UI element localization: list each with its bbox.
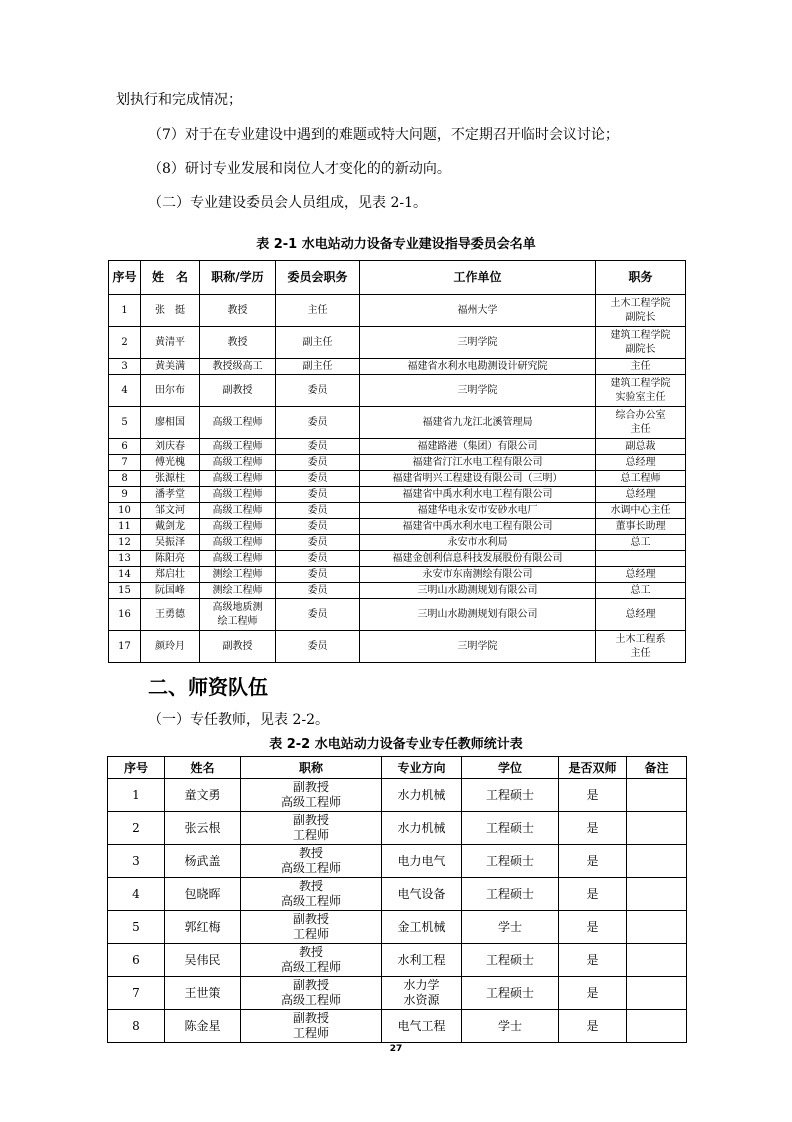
section-paragraph: （一）专任教师，见表 2-2。 [148, 712, 329, 728]
table-cell: 福建省中禹水利水电工程有限公司 [360, 519, 596, 535]
table-cell: 工程硕士 [462, 845, 559, 878]
table-cell: 高级工程师 [200, 471, 276, 487]
table1-caption: 表 2-1 水电站动力设备专业建设指导委员会名单 [256, 237, 536, 252]
table-cell: 委员 [276, 471, 360, 487]
table-cell: 三明学院 [360, 375, 596, 407]
table-cell: 杨武盖 [165, 845, 241, 878]
table-cell: 高级地质测 绘工程师 [200, 599, 276, 631]
table-cell: 土木工程学院 副院长 [596, 295, 686, 327]
table-cell: 工程硕士 [462, 944, 559, 977]
table-cell: 副教授 工程师 [241, 911, 382, 944]
table-cell: 金工机械 [382, 911, 462, 944]
table-cell: 3 [109, 359, 141, 375]
table-cell: 戴剑龙 [141, 519, 200, 535]
table-cell: 福建路港（集团）有限公司 [360, 439, 596, 455]
table-cell: 副主任 [276, 359, 360, 375]
table-cell [627, 911, 687, 944]
table-row [109, 487, 686, 503]
table-cell: 测绘工程师 [200, 567, 276, 583]
table-row [108, 1010, 687, 1043]
table-cell: 学士 [462, 911, 559, 944]
paragraph-line-1: 划执行和完成情况； [116, 92, 242, 108]
table-cell: 田尔布 [141, 375, 200, 407]
table-row [109, 455, 686, 471]
table-cell: 副教授 [200, 375, 276, 407]
page-number: 27 [389, 1044, 403, 1054]
table-cell: 高级工程师 [200, 439, 276, 455]
table-cell: 电力电气 [382, 845, 462, 878]
table-cell: 10 [109, 503, 141, 519]
table-cell: 副教授 工程师 [241, 1010, 382, 1043]
table-cell [627, 845, 687, 878]
table-cell: 永安市东南测绘有限公司 [360, 567, 596, 583]
table-cell: 总经理 [596, 487, 686, 503]
table-cell: 是 [559, 911, 627, 944]
table-cell: 教授级高工 [200, 359, 276, 375]
table-cell: 总工程师 [596, 471, 686, 487]
table-cell: 三明学院 [360, 327, 596, 359]
table-cell: 6 [108, 944, 165, 977]
table-cell: 主任 [596, 359, 686, 375]
table-cell: 1 [109, 295, 141, 327]
table-cell: 高级工程师 [200, 487, 276, 503]
table-cell: 8 [108, 1010, 165, 1043]
table-cell [627, 977, 687, 1010]
table-cell: 4 [108, 878, 165, 911]
table-row [108, 845, 687, 878]
table-cell: 建筑工程学院 副院长 [596, 327, 686, 359]
table-row [109, 375, 686, 407]
teacher-table [107, 756, 687, 1043]
table-row [108, 944, 687, 977]
section-title: 二、师资队伍 [148, 675, 268, 699]
table-cell: 高级工程师 [200, 519, 276, 535]
table-cell: 17 [109, 631, 141, 663]
table-cell: 土木工程系 主任 [596, 631, 686, 663]
table-cell: 5 [109, 407, 141, 439]
table-cell: 福建省明兴工程建设有限公司（三明） [360, 471, 596, 487]
table-cell: 高级工程师 [200, 551, 276, 567]
table-cell: 学士 [462, 1010, 559, 1043]
table-row [109, 471, 686, 487]
t2-header-2: 职称 [241, 757, 382, 779]
table-cell: 9 [109, 487, 141, 503]
t1-header-5: 职务 [596, 261, 686, 295]
table-cell: 委员 [276, 487, 360, 503]
table-cell: 总工 [596, 535, 686, 551]
t2-header-0: 序号 [108, 757, 165, 779]
table-cell: 阮国峰 [141, 583, 200, 599]
table-cell: 12 [109, 535, 141, 551]
t1-header-1: 姓 名 [141, 261, 200, 295]
table-cell: 委员 [276, 551, 360, 567]
table-row [108, 977, 687, 1010]
table-cell: 福建金创利信息科技发展股份有限公司 [360, 551, 596, 567]
table-cell: 工程硕士 [462, 977, 559, 1010]
table-cell: 委员 [276, 455, 360, 471]
table-cell [627, 878, 687, 911]
paragraph-line-3: （8）研讨专业发展和岗位人才变化的的新动向。 [148, 161, 451, 177]
table-cell: 副教授 高级工程师 [241, 977, 382, 1010]
table-cell: 王世策 [165, 977, 241, 1010]
table-cell: 综合办公室 主任 [596, 407, 686, 439]
table-cell: 福州大学 [360, 295, 596, 327]
table-cell: 6 [109, 439, 141, 455]
table-cell: 吴伟民 [165, 944, 241, 977]
table-cell: 7 [109, 455, 141, 471]
paragraph-line-2: （7）对于在专业建设中遇到的难题或特大问题，不定期召开临时会议讨论； [148, 127, 619, 143]
table-cell: 委员 [276, 439, 360, 455]
table-cell: 总经理 [596, 455, 686, 471]
table-row [109, 583, 686, 599]
table-cell: 7 [108, 977, 165, 1010]
table-cell: 总经理 [596, 599, 686, 631]
table-cell: 委员 [276, 631, 360, 663]
table-cell [627, 1010, 687, 1043]
table-cell: 主任 [276, 295, 360, 327]
table-cell [627, 812, 687, 845]
table-cell: 永安市水利局 [360, 535, 596, 551]
table-cell: 教授 高级工程师 [241, 878, 382, 911]
table-cell: 福建省水利水电勘测设计研究院 [360, 359, 596, 375]
table-cell: 委员 [276, 583, 360, 599]
table-cell: 总经理 [596, 567, 686, 583]
table-cell: 教授 [200, 295, 276, 327]
table-cell: 副主任 [276, 327, 360, 359]
table-cell: 是 [559, 845, 627, 878]
table-cell: 16 [109, 599, 141, 631]
table-cell: 水力机械 [382, 812, 462, 845]
table-cell: 1 [108, 779, 165, 812]
table-cell [596, 551, 686, 567]
table-cell: 水力机械 [382, 779, 462, 812]
table-cell: 是 [559, 812, 627, 845]
table-cell: 2 [109, 327, 141, 359]
table-cell: 廖相国 [141, 407, 200, 439]
table-cell: 委员 [276, 503, 360, 519]
table-cell: 副教授 [200, 631, 276, 663]
table-cell: 11 [109, 519, 141, 535]
table2-header-row [108, 757, 687, 779]
table-cell: 副教授 高级工程师 [241, 779, 382, 812]
table-cell: 高级工程师 [200, 503, 276, 519]
t1-header-4: 工作单位 [360, 261, 596, 295]
table-cell: 张云根 [165, 812, 241, 845]
paragraph-line-4: （二）专业建设委员会人员组成，见表 2-1。 [148, 195, 427, 211]
t2-header-1: 姓名 [165, 757, 241, 779]
table-cell: 水调中心主任 [596, 503, 686, 519]
table-cell: 工程硕士 [462, 812, 559, 845]
t2-header-5: 是否双师 [559, 757, 627, 779]
table-cell: 童文勇 [165, 779, 241, 812]
table-cell: 委员 [276, 599, 360, 631]
table-cell: 3 [108, 845, 165, 878]
table-cell: 2 [108, 812, 165, 845]
table-cell: 委员 [276, 535, 360, 551]
table-cell: 福建省九龙江北溪管理局 [360, 407, 596, 439]
table-cell: 高级工程师 [200, 535, 276, 551]
table-cell: 总工 [596, 583, 686, 599]
table-cell: 是 [559, 878, 627, 911]
table-row [108, 779, 687, 812]
table-cell: 张源柱 [141, 471, 200, 487]
table-row [108, 878, 687, 911]
committee-table [108, 260, 686, 663]
table-cell: 黄美满 [141, 359, 200, 375]
table-cell: 是 [559, 944, 627, 977]
t2-header-3: 专业方向 [382, 757, 462, 779]
table-cell: 是 [559, 779, 627, 812]
table-cell: 15 [109, 583, 141, 599]
t2-header-4: 学位 [462, 757, 559, 779]
table-cell: 刘庆春 [141, 439, 200, 455]
table-cell: 郭红梅 [165, 911, 241, 944]
table-cell: 潘孝堂 [141, 487, 200, 503]
table-cell: 高级工程师 [200, 407, 276, 439]
table-cell: 副总裁 [596, 439, 686, 455]
table-cell: 陈阳亮 [141, 551, 200, 567]
table-cell: 委员 [276, 519, 360, 535]
table-row [108, 911, 687, 944]
table-row [109, 359, 686, 375]
table-cell: 5 [108, 911, 165, 944]
table-cell: 委员 [276, 375, 360, 407]
table-cell [627, 944, 687, 977]
table-cell: 教授 [200, 327, 276, 359]
table-cell: 8 [109, 471, 141, 487]
table-cell: 建筑工程学院 实验室主任 [596, 375, 686, 407]
table-cell: 福建省汀江水电工程有限公司 [360, 455, 596, 471]
table-cell [627, 779, 687, 812]
table-cell: 三明山水勘测规划有限公司 [360, 583, 596, 599]
table-row [108, 812, 687, 845]
table-cell: 福建华电永安市安砂水电厂 [360, 503, 596, 519]
table-cell: 陈金星 [165, 1010, 241, 1043]
table-cell: 吴振泽 [141, 535, 200, 551]
table-cell: 三明山水勘测规划有限公司 [360, 599, 596, 631]
table-cell: 工程硕士 [462, 878, 559, 911]
table-cell: 郑启壮 [141, 567, 200, 583]
table-cell: 13 [109, 551, 141, 567]
table-cell: 电气设备 [382, 878, 462, 911]
table-row [109, 503, 686, 519]
table-cell: 傅光槐 [141, 455, 200, 471]
table-cell: 委员 [276, 567, 360, 583]
table-cell: 颜玲月 [141, 631, 200, 663]
t1-header-3: 委员会职务 [276, 261, 360, 295]
table-row [109, 327, 686, 359]
t2-header-6: 备注 [627, 757, 687, 779]
t1-header-0: 序号 [109, 261, 141, 295]
table-row [109, 535, 686, 551]
table-cell: 工程硕士 [462, 779, 559, 812]
table-cell: 包晓晖 [165, 878, 241, 911]
table-cell: 董事长助理 [596, 519, 686, 535]
table-row [109, 295, 686, 327]
table-cell: 4 [109, 375, 141, 407]
t1-header-2: 职称/学历 [200, 261, 276, 295]
table-cell: 副教授 工程师 [241, 812, 382, 845]
table-cell: 电气工程 [382, 1010, 462, 1043]
table-row [109, 631, 686, 663]
table-cell: 14 [109, 567, 141, 583]
table-cell: 水利工程 [382, 944, 462, 977]
table-cell: 高级工程师 [200, 455, 276, 471]
table-row [109, 599, 686, 631]
table-cell: 教授 高级工程师 [241, 944, 382, 977]
table-cell: 黄清平 [141, 327, 200, 359]
table-cell: 邹文河 [141, 503, 200, 519]
table-cell: 教授 高级工程师 [241, 845, 382, 878]
table-cell: 福建省中禹水利水电工程有限公司 [360, 487, 596, 503]
table-row [109, 519, 686, 535]
table-row [109, 551, 686, 567]
table-cell: 张 挺 [141, 295, 200, 327]
table-cell: 委员 [276, 407, 360, 439]
table2-caption: 表 2-2 水电站动力设备专业专任教师统计表 [269, 737, 523, 752]
table-cell: 是 [559, 977, 627, 1010]
table-row [109, 439, 686, 455]
table-row [109, 567, 686, 583]
table-cell: 水力学 水资源 [382, 977, 462, 1010]
table-row [109, 407, 686, 439]
table1-header-row [109, 261, 686, 295]
table-cell: 王勇德 [141, 599, 200, 631]
table-cell: 测绘工程师 [200, 583, 276, 599]
table-cell: 是 [559, 1010, 627, 1043]
table-cell: 三明学院 [360, 631, 596, 663]
